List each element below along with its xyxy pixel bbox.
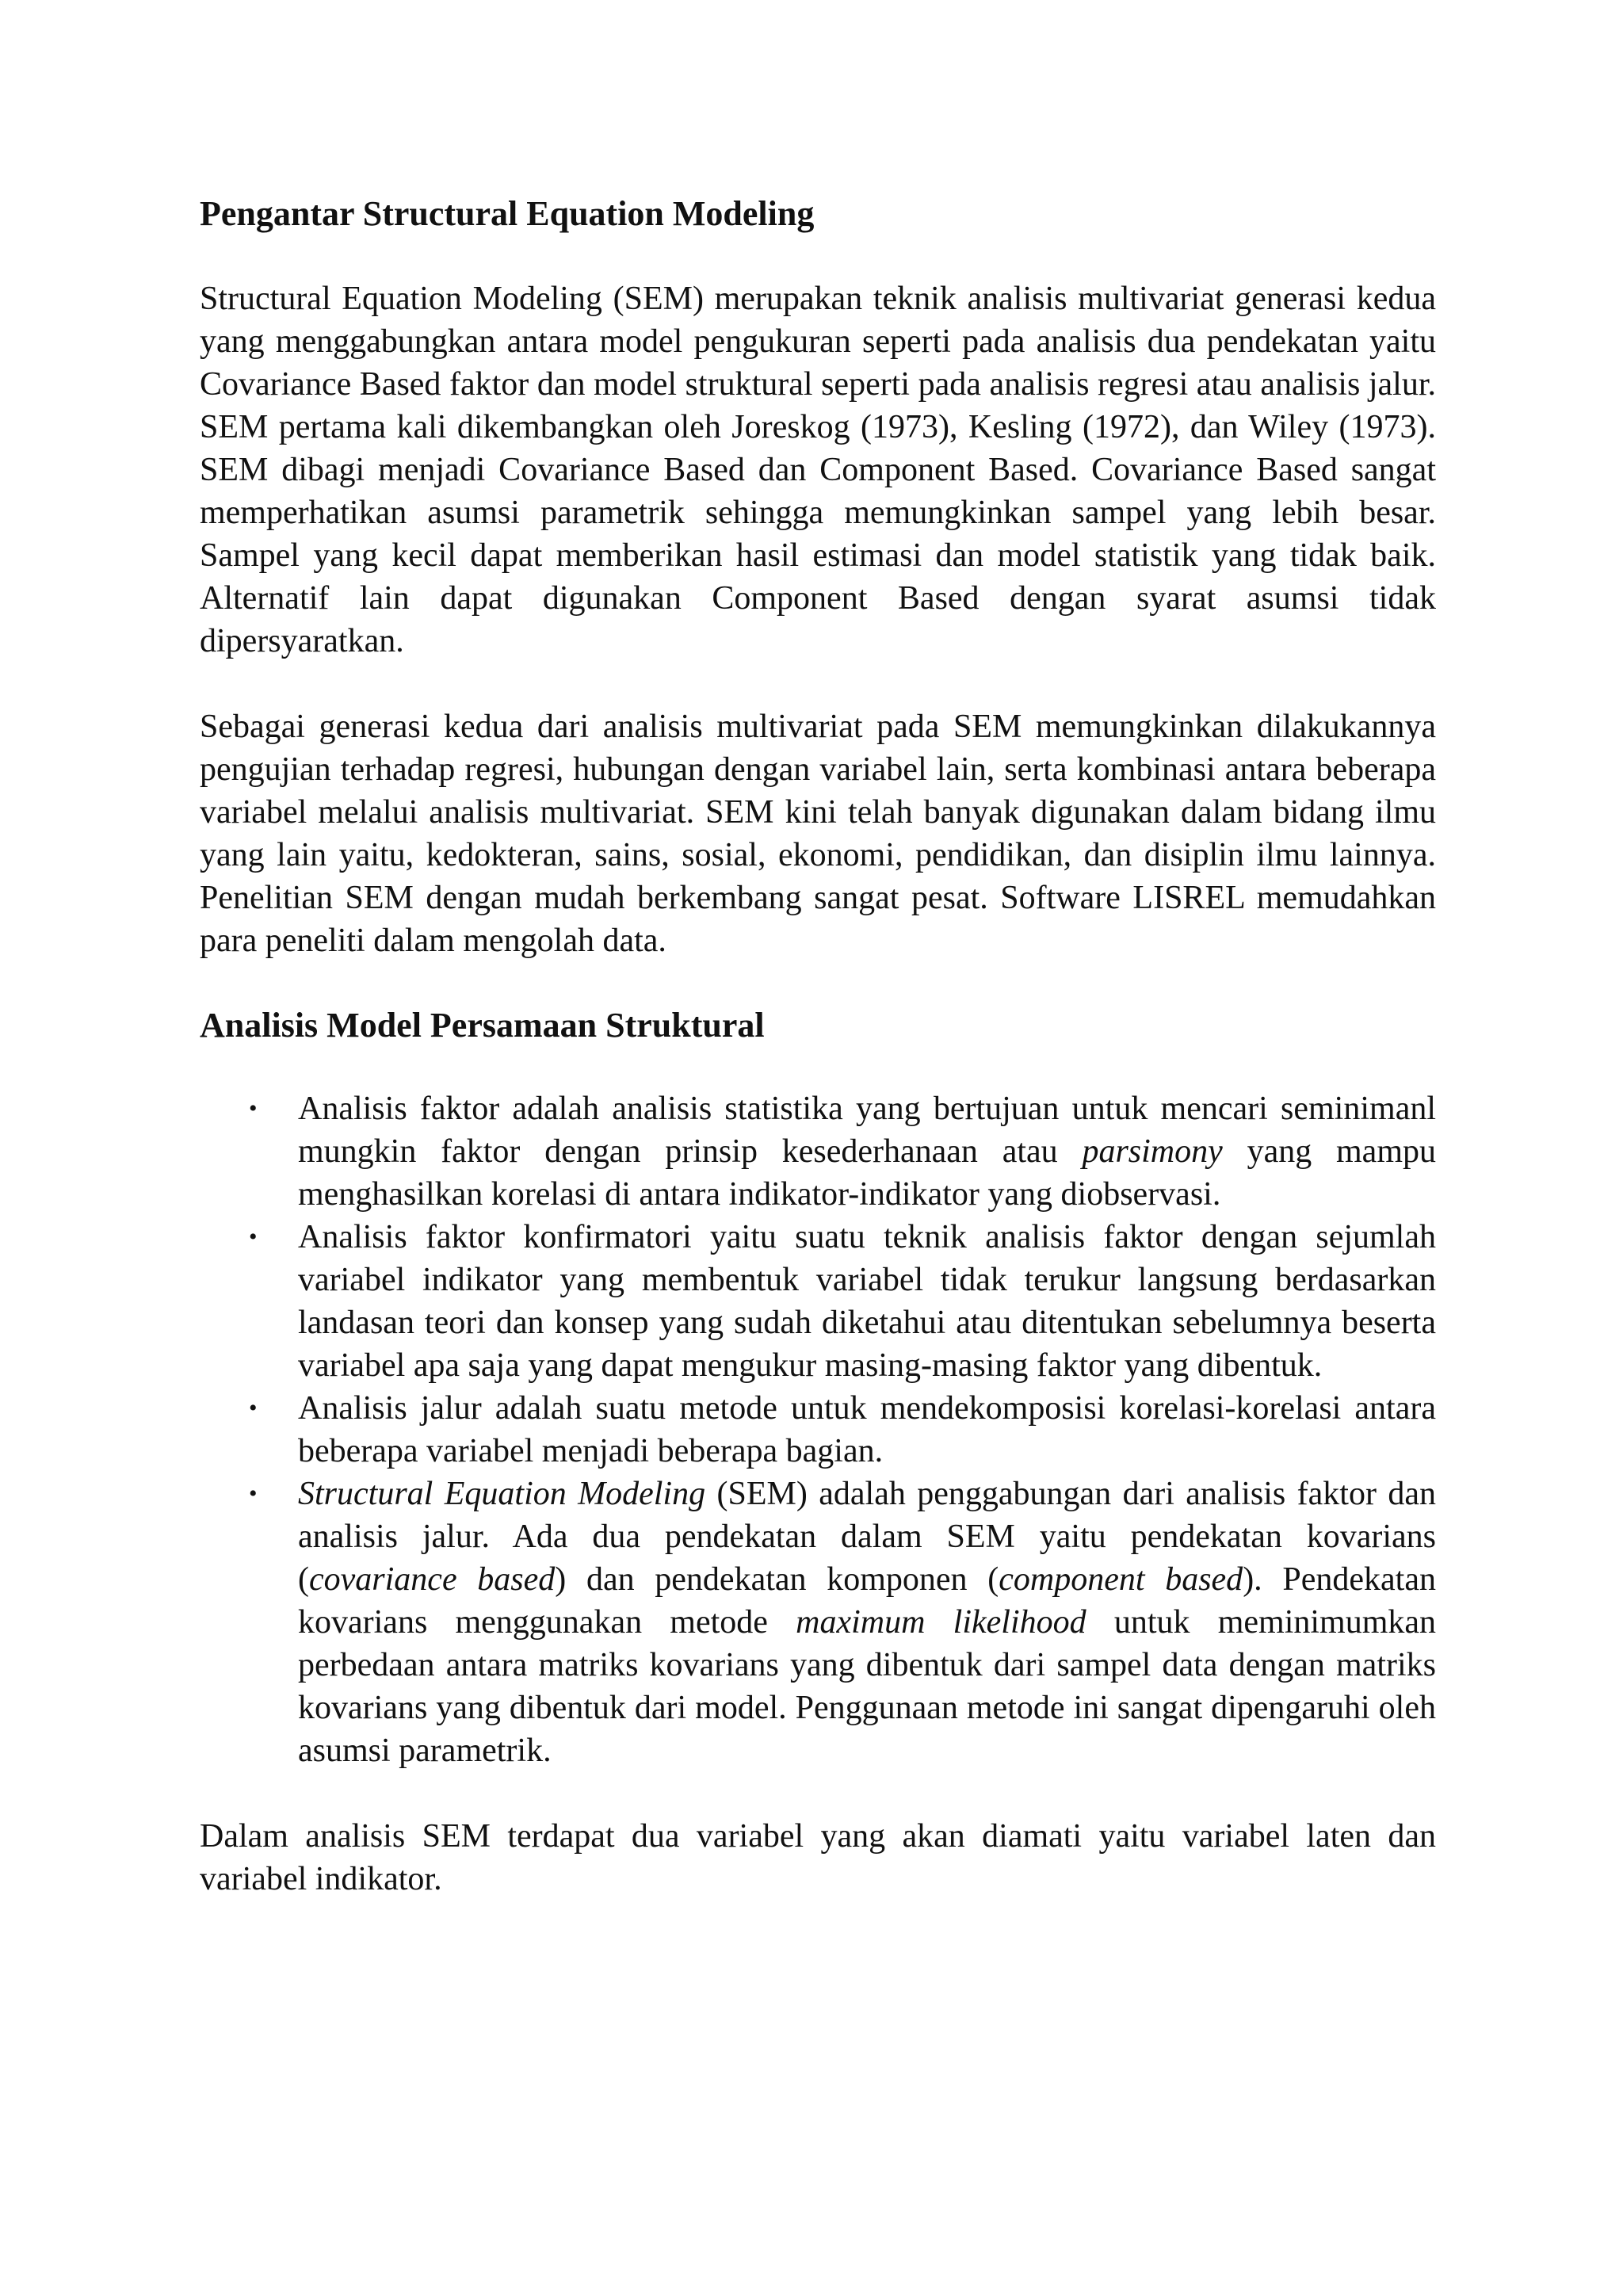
section-heading: Analisis Model Persamaan Struktural xyxy=(200,1006,765,1045)
list-item-text: (SEM) adalah penggabungan dari analisis faktor dan analisis jalur. Ada dua pendekatan dalam SEM yaitu pendekatan kovarians ( xyxy=(298,1476,1436,1598)
list-item-emphasis: Structural Equation Modeling xyxy=(298,1476,706,1512)
list-item-text: ) dan pendekatan komponen ( xyxy=(555,1561,999,1598)
list-item-text: ). Pendekatan kovarians menggunakan metode xyxy=(298,1561,1436,1641)
list-item-text: Analisis jalur adalah suatu metode untuk mendekomposisi korelasi-korelasi antara beberapa variabel menjadi beberapa bagian. xyxy=(298,1390,1436,1469)
list-item xyxy=(200,1473,1436,1772)
list-item-emphasis: component based xyxy=(999,1561,1243,1598)
list-item-emphasis: maximum likelihood xyxy=(796,1604,1086,1641)
list-item-text: yang mampu menghasilkan korelasi di antara indikator-indikator yang diobservasi. xyxy=(298,1133,1436,1213)
list-item-text: Analisis faktor adalah analisis statistika yang bertujuan untuk mencari seminimanl mungkin faktor dengan prinsip kesederhanaan atau xyxy=(298,1091,1436,1170)
bullet-icon: • xyxy=(249,1095,258,1121)
list-item-text: untuk meminimumkan perbedaan antara matriks kovarians yang dibentuk dari sampel data dengan matriks kovarians yang dibentuk dari model. Penggunaan metode ini sangat dipengaruhi oleh asumsi parametrik. xyxy=(298,1604,1437,1769)
bullet-list xyxy=(200,1087,1436,1772)
bullet-icon: • xyxy=(249,1224,258,1250)
list-item-emphasis: covariance based xyxy=(309,1561,556,1598)
list-item-emphasis: parsimony xyxy=(1082,1133,1223,1170)
list-item xyxy=(200,1387,1436,1473)
list-item xyxy=(200,1087,1436,1216)
closing-paragraph: Dalam analisis SEM terdapat dua variabel yang akan diamati yaitu variabel laten dan variabel indikator. xyxy=(200,1818,1436,1897)
list-item-text: Analisis faktor konfirmatori yaitu suatu teknik analisis faktor dengan sejumlah variabel indikator yang membentuk variabel tidak terukur langsung berdasarkan landasan teori dan konsep yang sudah diketahui atau ditentukan sebelumnya beserta variabel apa saja yang dapat mengukur masing-masing faktor yang dibentuk. xyxy=(298,1219,1436,1384)
bullet-icon: • xyxy=(249,1480,258,1507)
second-paragraph: Sebagai generasi kedua dari analisis multivariat pada SEM memungkinkan dilakukannya pengujian terhadap regresi, hubungan dengan variabel lain, serta kombinasi antara beberapa variabel melalui analisis multivariat. SEM kini telah banyak digunakan dalam bidang ilmu yang lain yaitu, kedokteran, sains, sosial, ekonomi, pendidikan, dan disiplin ilmu lainnya. Penelitian SEM dengan mudah berkembang sangat pesat. Software LISREL memudahkan para peneliti dalam mengolah data. xyxy=(200,709,1436,959)
document-title: Pengantar Structural Equation Modeling xyxy=(200,194,815,233)
intro-paragraph: Structural Equation Modeling (SEM) merupakan teknik analisis multivariat generasi kedua yang menggabungkan antara model pengukuran seperti pada analisis dua pendekatan yaitu Covariance Based faktor dan model struktural seperti pada analisis regresi atau analisis jalur. SEM pertama kali dikembangkan oleh Joreskog (1973), Kesling (1972), dan Wiley (1973). SEM dibagi menjadi Covariance Based dan Component Based. Covariance Based sangat memperhatikan asumsi parametrik sehingga memungkinkan sampel yang lebih besar. Sampel yang kecil dapat memberikan hasil estimasi dan model statistik yang tidak baik. Alternatif lain dapat digunakan Component Based dengan syarat asumsi tidak dipersyaratkan. xyxy=(200,281,1436,659)
bullet-icon: • xyxy=(249,1395,258,1421)
list-item xyxy=(200,1216,1436,1387)
document-page xyxy=(200,190,1436,1901)
